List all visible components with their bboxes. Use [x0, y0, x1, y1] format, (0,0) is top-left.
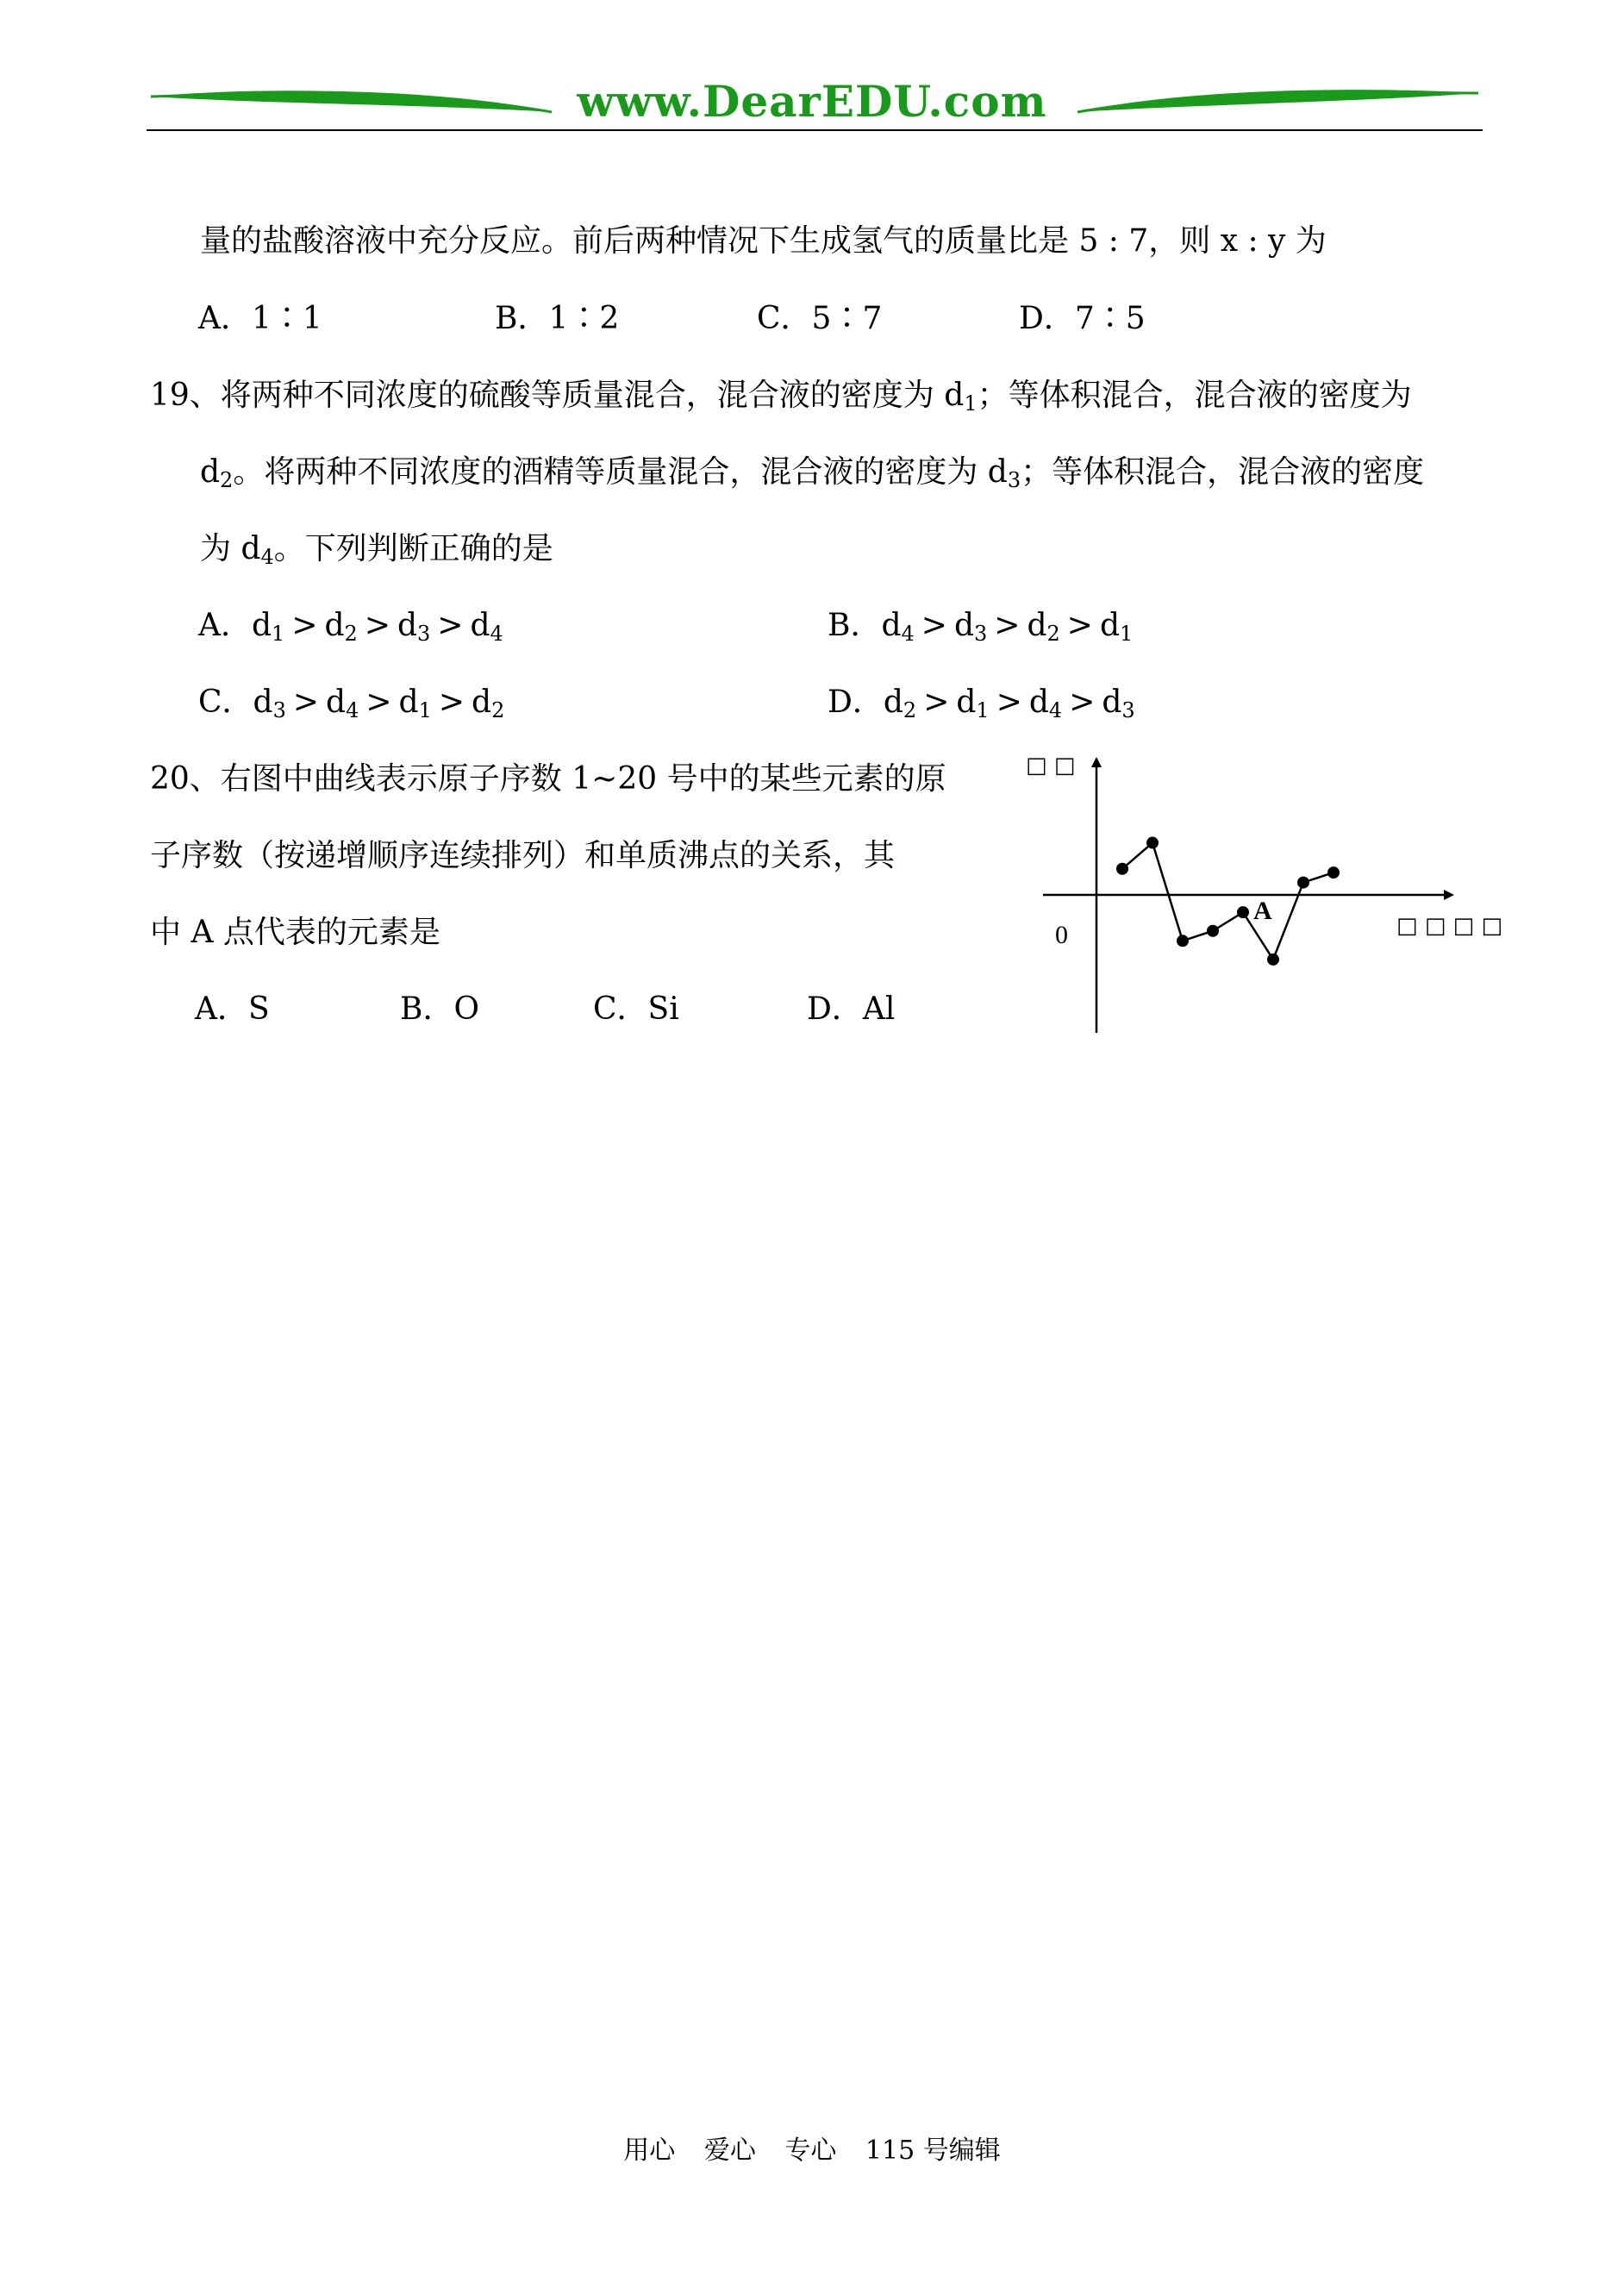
boiling-point-curve [1122, 843, 1334, 960]
q19-line2-text-a: d [200, 454, 221, 490]
q18-option-b: B．1∶2 [495, 301, 620, 336]
q19-line3-subscript: 4 [260, 545, 274, 569]
q19-line2-text-c: ；等体积混合，混合液的密度 [1021, 454, 1425, 490]
q19-option-a-term-2: 2 [344, 622, 358, 646]
footer-part-1: 用心 [623, 2136, 676, 2166]
q19-option-b-term-3: 2 [1046, 622, 1060, 646]
q19-option-d-label: D． [828, 685, 884, 720]
page-header [0, 0, 1624, 138]
footer-part-4: 115 号编辑 [865, 2136, 1001, 2166]
q19-option-a-term-1: 1 [272, 622, 285, 646]
q19-option-a-term-3: 3 [417, 622, 431, 646]
data-point-8 [1327, 866, 1340, 879]
data-points [1116, 837, 1340, 966]
q18-option-c: C．5∶7 [757, 301, 883, 336]
q19-option-c: C．$d_3 > d_4 > d_1 > d_2$ [198, 685, 505, 722]
q19-option-a-label: A． [198, 608, 252, 643]
footer-part-3: 专心 [784, 2136, 837, 2166]
q19-option-d-term-4: 3 [1121, 698, 1135, 722]
q18-continuation-text: 量的盐酸溶液中充分反应。前后两种情况下生成氢气的质量比是 5 : 7，则 x : y 为 [200, 223, 1327, 259]
q19-option-d-term-3: 4 [1048, 698, 1063, 722]
q18-option-a: A．1∶1 [198, 301, 322, 336]
q20-line-1: 20、右图中曲线表示原子序数 1~20 号中的某些元素的原 [150, 761, 946, 797]
q19-option-c-term-3: 1 [418, 698, 432, 722]
header-divider [147, 129, 1483, 131]
q19-line3-text-b: 。下列判断正确的是 [273, 531, 553, 566]
q19-line-3 [200, 530, 553, 568]
q20-line-2: 子序数（按递增顺序连续排列）和单质沸点的关系，其 [150, 838, 896, 873]
y-axis-label: □ □ [1026, 753, 1076, 779]
q19-line2-subscript-2: 3 [1007, 468, 1021, 492]
q19-option-b: B．$d_4 > d_3 > d_2 > d_1$ [828, 608, 1134, 646]
q19-option-a: A．$d_1 > d_2 > d_3 > d_4$ [198, 608, 503, 646]
q19-option-c-term-1: 3 [272, 698, 286, 722]
data-point-1 [1116, 863, 1128, 875]
footer-part-2: 爱心 [703, 2136, 756, 2166]
data-point-4 [1207, 925, 1219, 937]
q19-option-d-term-1: 2 [903, 698, 917, 722]
q19-line-2 [200, 453, 1424, 491]
q19-line2-subscript-1: 2 [220, 468, 234, 492]
q19-option-b-term-4: 1 [1120, 622, 1134, 646]
q20-option-a: A．S [195, 991, 270, 1027]
q20-line-3: 中 A 点代表的元素是 [150, 915, 440, 950]
q19-option-c-label: C． [198, 685, 253, 720]
q20-option-c: C．Si [593, 991, 679, 1027]
q19-line1-text-b: ；等体积混合，混合液的密度为 [977, 378, 1412, 413]
q19-line1-text-a: 19、将两种不同浓度的硫酸等质量混合，混合液的密度为 d [150, 378, 965, 413]
data-point-5 [1237, 906, 1249, 918]
origin-label: 0 [1055, 921, 1068, 949]
q19-option-b-label: B． [828, 608, 882, 643]
q19-line3-text-a: 为 d [200, 531, 261, 566]
q19-line1-subscript: 1 [964, 391, 978, 416]
q19-option-a-term-4: 4 [490, 622, 503, 646]
q19-line2-text-b: 。将两种不同浓度的酒精等质量混合，混合液的密度为 d [233, 454, 1008, 490]
q19-option-c-term-4: 2 [491, 698, 505, 722]
site-logo-text: www.DearEDU.com [577, 76, 1047, 127]
data-point-2 [1146, 837, 1159, 849]
data-point-6 [1267, 954, 1279, 966]
q20-option-d: D．Al [807, 991, 896, 1027]
q19-option-d-term-2: 1 [976, 698, 990, 722]
data-point-7 [1297, 877, 1309, 889]
q19-line-1 [150, 377, 1412, 415]
q19-option-d: D．$d_2 > d_1 > d_4 > d_3$ [828, 685, 1135, 722]
q19-option-b-term-2: 3 [974, 622, 988, 646]
page-footer [0, 2134, 1624, 2168]
q20-option-b: B．O [400, 991, 479, 1027]
q18-option-d: D．7∶5 [1019, 301, 1146, 336]
q19-option-b-term-1: 4 [901, 622, 915, 646]
boiling-point-graph [1017, 741, 1508, 1052]
point-a-label: A [1253, 897, 1272, 926]
data-point-3 [1177, 935, 1189, 947]
q19-option-c-term-2: 4 [346, 698, 359, 722]
x-axis-label: □ □ □ □ [1396, 913, 1503, 939]
